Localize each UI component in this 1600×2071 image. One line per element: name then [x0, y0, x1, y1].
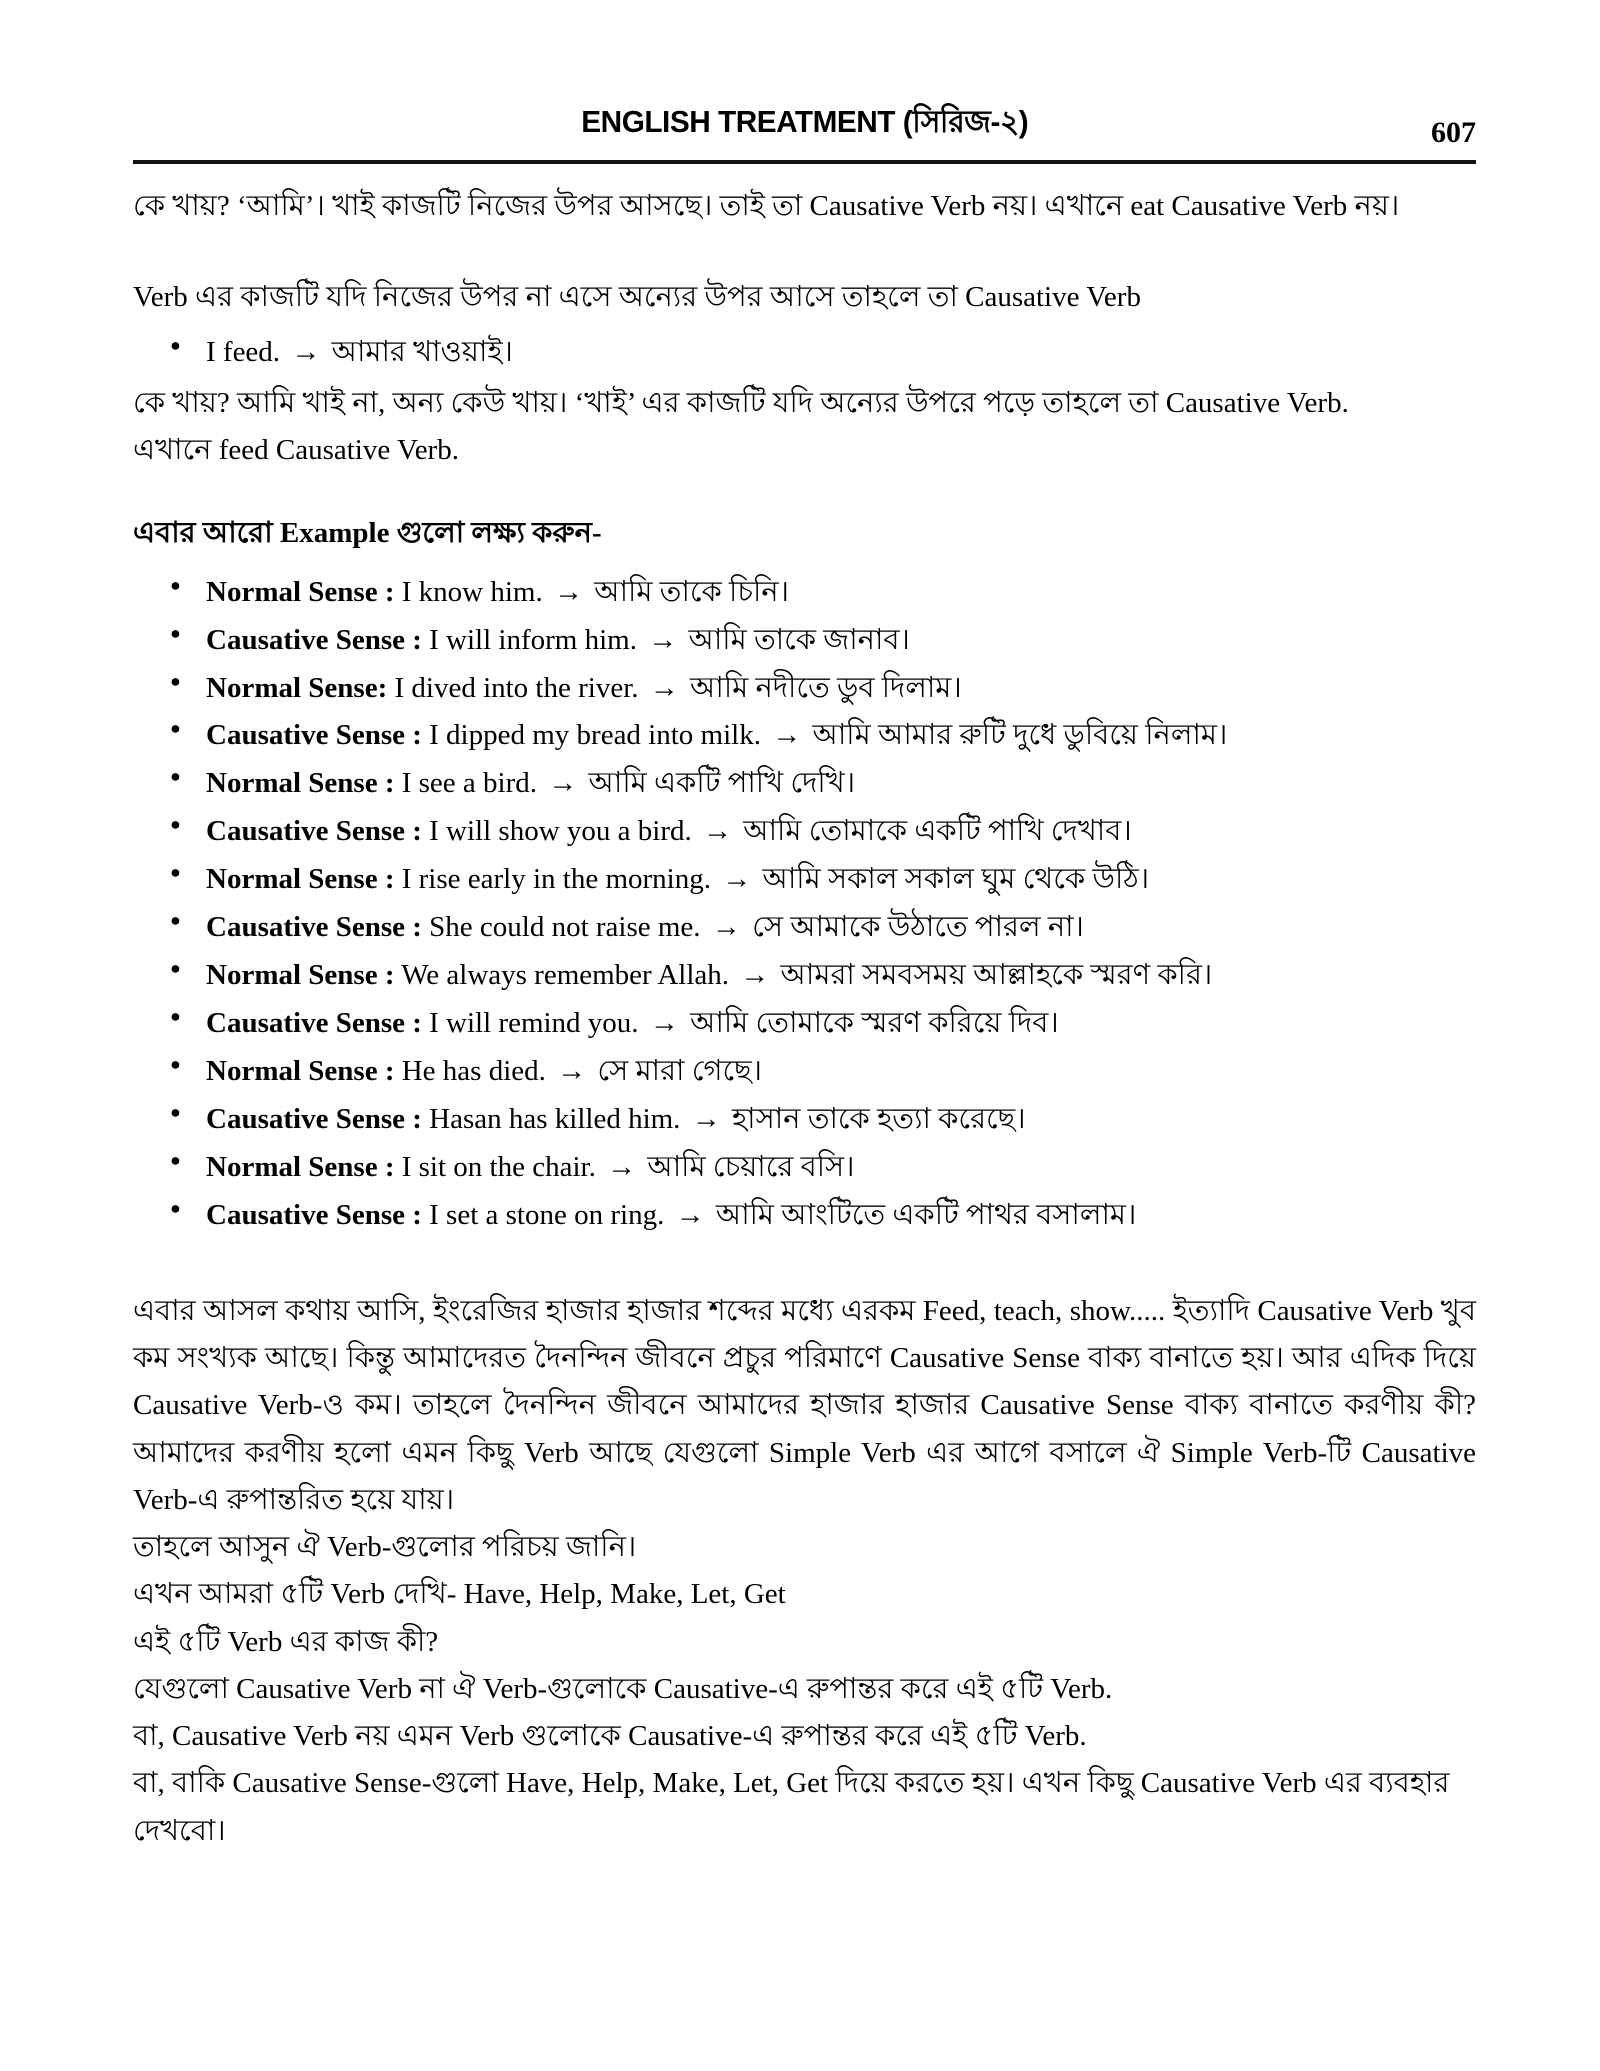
- example-item: [206, 570, 1476, 615]
- example-bengali: আমি আমার রুটি দুধে ডুবিয়ে নিলাম।: [812, 719, 1228, 752]
- example-bengali: আমি আংটিতে একটি পাথর বসালাম।: [715, 1198, 1137, 1231]
- example-label: Normal Sense :: [206, 863, 395, 896]
- example-item: [206, 618, 1476, 663]
- example-label: Normal Sense :: [206, 959, 395, 992]
- closing-line-2: এখন আমরা ৫টি Verb দেখি- Have, Help, Make, Let, Get: [133, 1578, 786, 1611]
- example-item: [206, 1145, 1476, 1190]
- example-english: Hasan has killed him.: [429, 1102, 681, 1135]
- feed-example-item: [206, 330, 1476, 375]
- closing-line-3: এই ৫টি Verb এর কাজ কী?: [133, 1625, 439, 1658]
- page-header: [133, 0, 1476, 164]
- example-english: I dipped my bread into milk.: [429, 719, 761, 752]
- example-bengali: আমি তোমাকে একটি পাখি দেখাব।: [743, 815, 1132, 848]
- example-item: [206, 1097, 1476, 1142]
- arrow-icon: →: [722, 863, 752, 896]
- example-bengali: হাসান তাকে হত্যা করেছে।: [731, 1102, 1026, 1135]
- example-label: Causative Sense :: [206, 1198, 422, 1231]
- closing-main-paragraph: এবার আসল কথায় আসি, ইংরেজির হাজার হাজার শব্দের মধ্যে এরকম Feed, teach, show..... ইত্যাদি Causative Verb খুব কম সংখ্যক আছে। কিন্তু আমাদেরত দৈনন্দিন জীবনে প্রচুর পরিমাণে Causative Sense বাক্য বানাতে হয়। আর এদিক দিয়ে Causative Verb-ও কম। তাহলে দৈনন্দিন জীবনে আমাদের হাজার হাজার Causative Sense বাক্য বানাতে করণীয় কী? আমাদের করণীয় হলো এমন কিছু Verb আছে যেগুলো Simple Verb এর আগে বসালে ঐ Simple Verb-টি Causative Verb-এ রুপান্তরিত হয়ে যায়।: [133, 1294, 1476, 1516]
- example-item: [206, 1001, 1476, 1046]
- example-bengali: আমি একটি পাখি দেখি।: [588, 767, 856, 800]
- page-title: ENGLISH TREATMENT (সিরিজ-২): [581, 104, 1028, 139]
- example-item: [206, 857, 1476, 902]
- example-english: She could not raise me.: [429, 911, 701, 944]
- examples-heading: এবার আরো Example গুলো লক্ষ্য করুন-: [133, 516, 602, 549]
- example-label: Causative Sense :: [206, 623, 422, 656]
- example-bengali: সে আমাকে উঠাতে পারল না।: [752, 911, 1084, 944]
- intro-paragraph-2: Verb এর কাজটি যদি নিজের উপর না এসে অন্যের উপর আসে তাহলে তা Causative Verb: [133, 280, 1141, 313]
- arrow-icon: →: [691, 1102, 721, 1135]
- closing-line-5: বা, Causative Verb নয় এমন Verb গুলোকে Causative-এ রুপান্তর করে এই ৫টি Verb.: [133, 1720, 1087, 1753]
- feed-english: I feed.: [206, 335, 281, 368]
- example-label: Causative Sense :: [206, 911, 422, 944]
- example-item: [206, 1193, 1476, 1238]
- example-label: Normal Sense :: [206, 1055, 395, 1087]
- example-english: I know him.: [401, 575, 543, 608]
- arrow-icon: →: [702, 815, 732, 848]
- example-label: Causative Sense :: [206, 719, 422, 752]
- example-label: Normal Sense :: [206, 1150, 395, 1183]
- closing-line-6: বা, বাকি Causative Sense-গুলো Have, Help, Make, Let, Get দিয়ে করতে হয়। এখন কিছু Causative Verb এর ব্যবহার দেখবো।: [133, 1767, 1450, 1847]
- arrow-icon: →: [548, 767, 578, 800]
- example-item: [206, 666, 1476, 711]
- example-bengali: আমি সকাল সকাল ঘুম থেকে উঠি।: [762, 863, 1150, 896]
- arrow-icon: →: [711, 911, 741, 944]
- arrow-icon: →: [553, 575, 583, 608]
- example-bengali: আমি তোমাকে স্মরণ করিয়ে দিব।: [690, 1007, 1059, 1040]
- example-label: Normal Sense :: [206, 575, 395, 608]
- example-english: We always remember Allah.: [401, 959, 730, 992]
- example-label: Causative Sense :: [206, 815, 422, 848]
- page-number: 607: [1431, 116, 1476, 149]
- example-english: I dived into the river.: [394, 671, 639, 704]
- example-label: Normal Sense :: [206, 767, 395, 800]
- example-label: Causative Sense :: [206, 1102, 422, 1135]
- example-item: [206, 713, 1476, 758]
- arrow-icon: →: [740, 959, 770, 992]
- example-english: I will remind you.: [429, 1007, 639, 1040]
- example-english: I will inform him.: [429, 623, 637, 656]
- arrow-icon: →: [649, 671, 679, 704]
- arrow-icon: →: [607, 1150, 637, 1183]
- example-item: [206, 1049, 1476, 1094]
- example-bengali: আমি চেয়ারে বসি।: [647, 1150, 855, 1183]
- example-english: I see a bird.: [401, 767, 538, 800]
- example-english: I set a stone on ring.: [429, 1198, 665, 1231]
- example-english: I sit on the chair.: [401, 1150, 596, 1183]
- example-item: [206, 953, 1476, 998]
- feed-bengali: আমার খাওয়াই।: [331, 335, 513, 368]
- closing-line-1: তাহলে আসুন ঐ Verb-গুলোর পরিচয় জানি।: [133, 1531, 637, 1564]
- example-english: I rise early in the morning.: [401, 863, 711, 896]
- arrow-icon: →: [649, 1007, 679, 1040]
- example-label: Normal Sense:: [206, 671, 388, 704]
- intro-paragraph-1: কে খায়? ‘আমি’। খাই কাজটি নিজের উপর আসছে। তাই তা Causative Verb নয়। এখানে eat Causative Verb নয়।: [133, 190, 1400, 222]
- intro-paragraph-3: কে খায়? আমি খাই না, অন্য কেউ খায়। ‘খাই’ এর কাজটি যদি অন্যের উপরে পড়ে তাহলে তা Causative Verb.: [133, 386, 1349, 419]
- arrow-icon: →: [557, 1055, 587, 1087]
- example-bengali: আমি তাকে জানাব।: [688, 623, 910, 656]
- intro-paragraph-4: এখানে feed Causative Verb.: [133, 433, 459, 466]
- arrow-icon: →: [648, 623, 678, 656]
- arrow-icon: →: [675, 1198, 705, 1231]
- example-bengali: আমি নদীতে ডুব দিলাম।: [690, 671, 962, 704]
- arrow-icon: →: [291, 335, 321, 368]
- example-item: [206, 761, 1476, 806]
- example-item: [206, 809, 1476, 854]
- example-english: I will show you a bird.: [429, 815, 692, 848]
- example-english: He has died.: [401, 1055, 546, 1087]
- example-bengali: আমরা সমবসময় আল্লাহকে স্মরণ করি।: [780, 959, 1213, 992]
- arrow-icon: →: [772, 719, 802, 752]
- closing-line-4: যেগুলো Causative Verb না ঐ Verb-গুলোকে Causative-এ রুপান্তর করে এই ৫টি Verb.: [133, 1672, 1113, 1705]
- example-label: Causative Sense :: [206, 1007, 422, 1040]
- feed-example-list: [133, 330, 1476, 375]
- example-item: [206, 905, 1476, 950]
- example-bengali: সে মারা গেছে।: [597, 1055, 763, 1087]
- examples-list: [133, 570, 1476, 1238]
- example-bengali: আমি তাকে চিনি।: [594, 575, 789, 608]
